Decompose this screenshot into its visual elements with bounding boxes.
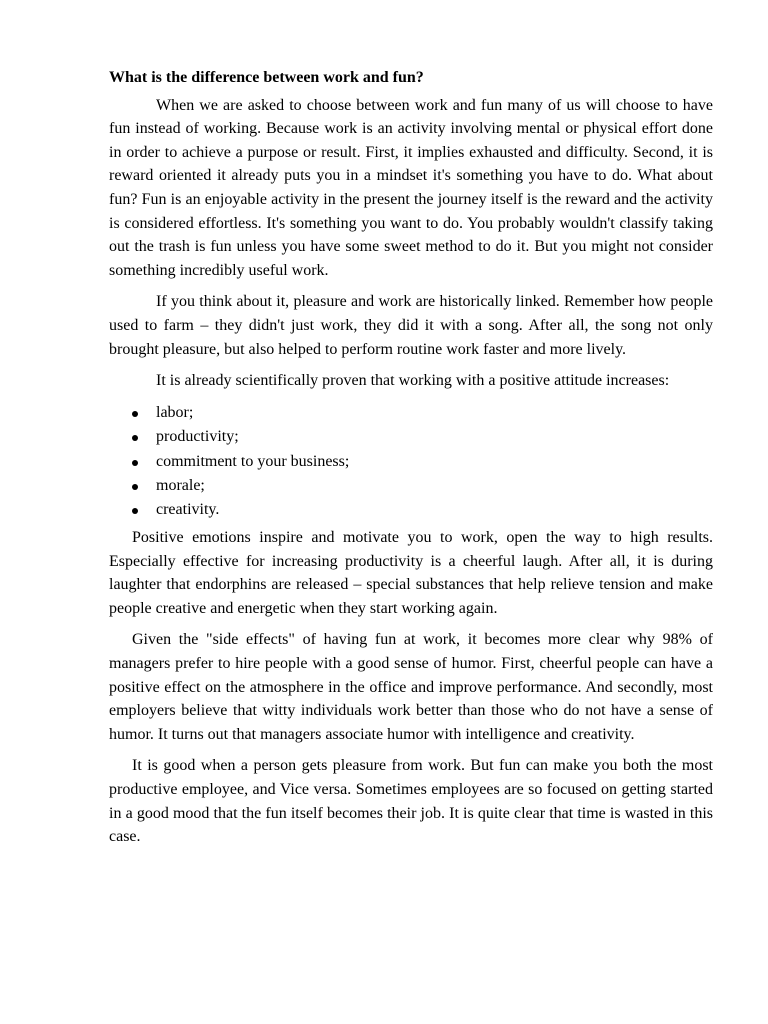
paragraph-positive-emotions: Positive emotions inspire and motivate you to work, open the way to high results. Especially effective for increasing productivity is a cheerful laugh. After all, it is during laughter that endorphins are released – special substances that help relieve tension and make people creative and energetic when they start working again. — [109, 529, 713, 617]
bullet-icon — [132, 508, 138, 514]
list-item — [109, 401, 713, 425]
document-title: What is the difference between work and fun? — [109, 69, 424, 86]
list-item-text: morale; — [156, 476, 205, 494]
paragraph-conclusion: It is good when a person gets pleasure from work. But fun can make you both the most productive employee, and Vice versa. Sometimes employees are so focused on getting started in a good mood that the fun itself becomes their job. It is quite clear that time is wasted in this case. — [109, 757, 713, 846]
bullet-icon — [132, 435, 138, 441]
bullet-icon — [132, 411, 138, 417]
document-body — [109, 66, 713, 857]
paragraph-side-effects: Given the "side effects" of having fun at work, it becomes more clear why 98% of managers prefer to hire people with a good sense of humor. First, cheerful people can have a positive effect on the atmosphere in the office and improve performance. And secondly, most employers believe that witty individuals work better than those who do not have a sense of humor. It turns out that managers associate humor with intelligence and creativity. — [109, 631, 713, 743]
paragraph-intro: When we are asked to choose between work and fun many of us will choose to have fun instead of working. Because work is an activity involving mental or physical effort done in order to achieve a purpose or result. First, it implies exhausted and difficulty. Second, it is reward oriented it already puts you in a mindset it's something you have to do. What about fun? Fun is an enjoyable activity in the present the journey itself is the reward and the activity is considered effortless. It's something you want to do. You probably wouldn't classify taking out the trash is fun unless you have some sweet method to do it. But you might not consider something incredibly useful work. — [109, 96, 713, 279]
paragraph-history: If you think about it, pleasure and work are historically linked. Remember how people used to farm – they didn't just work, they did it with a song. After all, the song not only brought pleasure, but also helped to perform routine work faster and more lively. — [109, 293, 713, 358]
list-item — [109, 474, 713, 498]
benefits-list — [109, 401, 713, 522]
bullet-icon — [132, 460, 138, 466]
list-item-text: productivity; — [156, 428, 239, 446]
list-item — [109, 450, 713, 474]
list-item-text: labor; — [156, 403, 194, 421]
list-item — [109, 425, 713, 449]
list-item-text: creativity. — [156, 501, 220, 519]
paragraph-list-intro: It is already scientifically proven that working with a positive attitude increases: — [156, 372, 670, 390]
bullet-icon — [132, 484, 138, 490]
list-item-text: commitment to your business; — [156, 452, 350, 470]
list-item — [109, 498, 713, 522]
